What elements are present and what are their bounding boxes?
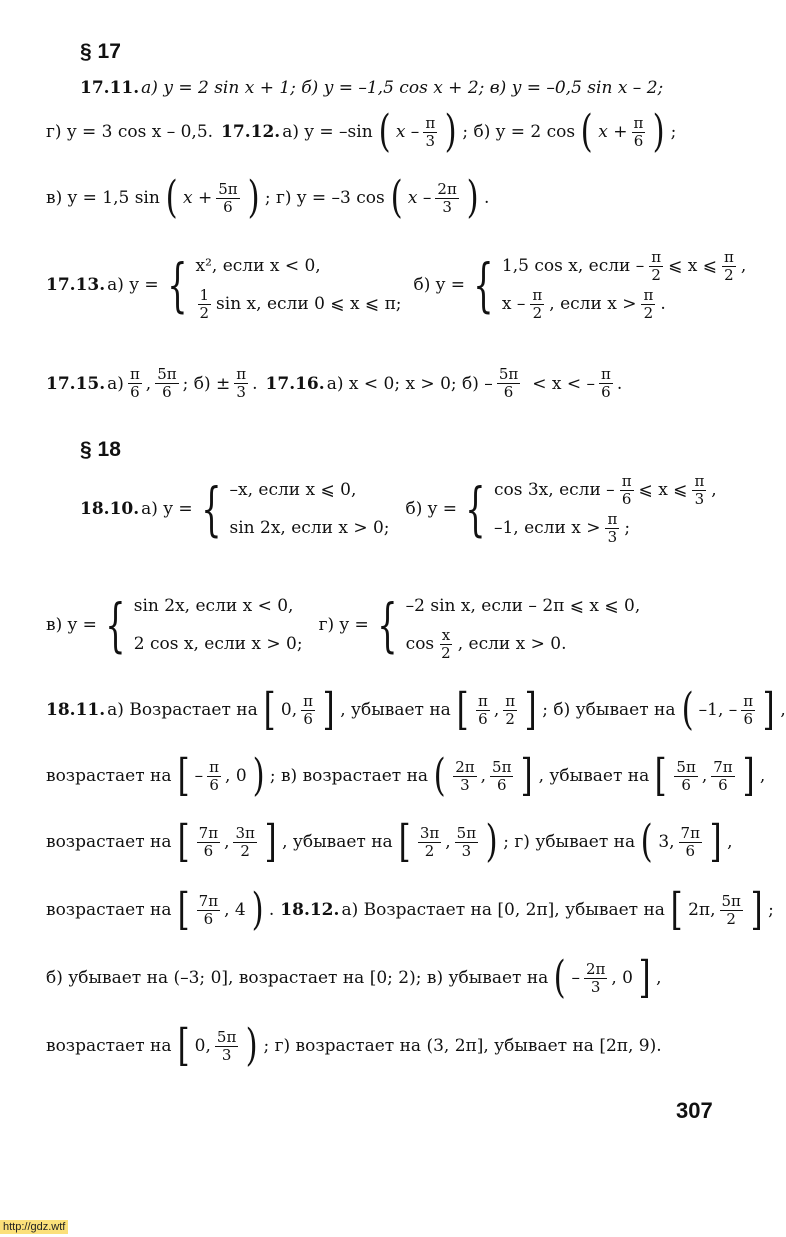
problem-number: 17.12. [221,122,281,142]
section-18-heading: § 18 [80,438,121,461]
punct: . [660,294,666,314]
answer-18-11-cont2 [46,816,733,867]
answer-text: , убывает на [538,766,650,786]
answer-text: г) y = 3 cos x – 0,5. [46,122,214,142]
paren: ) [444,106,457,157]
answer-text: б) y = [413,275,466,295]
punct: . [616,373,623,394]
punct: , [740,256,747,276]
answer-text: а) y = [107,275,159,295]
fraction: $\frac{\pi}{6}$ [209,757,220,794]
punct: , [493,700,500,720]
answer-18-11 [46,684,786,735]
brace: { [200,475,222,543]
bracket: ] [709,816,722,867]
answer-18-11-18-12 [46,884,774,935]
paren: ( [580,106,593,157]
fraction: $\frac{\pi}{3}$ [236,365,247,401]
answer-17-11 [80,78,663,98]
answer-text: ; б) убывает на [542,700,676,720]
answer-text: а) x < 0; x > 0; б) – [326,373,493,394]
piece-text: –x, если x ⩽ 0, [229,480,357,500]
fraction: $\frac{\pi}{2}$ [651,247,662,284]
piece-text: ⩽ x ⩽ [668,256,718,276]
punct: . [252,373,258,394]
fraction: $\frac{5\pi}{6}$ [498,365,519,401]
answer-text: , 4 [224,900,246,920]
bracket: [ [177,884,190,935]
fraction: $\frac{5\pi}{3}$ [216,1027,237,1064]
bracket: ] [638,952,651,1003]
fraction: $\frac{5\pi}{6}$ [676,757,696,794]
bracket: [ [398,816,411,867]
fraction: $\frac{7\pi}{6}$ [198,891,219,928]
punct: , [759,766,766,786]
answer-text: а) y = –sin [282,122,373,142]
answer-text: б) убывает на (–3; 0], возрастает на [0; 2); в) убывает на [46,968,549,988]
answer-text: < x < – [532,373,596,394]
paren: ( [640,816,653,867]
fraction: $\frac{5\pi}{6}$ [157,365,177,401]
piece-text: 2 cos x, если x > 0; [133,634,303,654]
answer-text: x – [395,122,420,142]
answer-18-10 [80,471,717,546]
bracket: [ [177,750,190,801]
fraction: $\frac{\pi}{3}$ [607,509,618,546]
problem-number: 17.11. [80,78,140,98]
answer-text: 0, [280,700,298,720]
punct: , [780,700,786,720]
answer-text: , 0 [225,766,247,786]
punct: ; [670,122,677,142]
answer-text: возрастает на [46,766,172,786]
fraction: $\frac{5\pi}{2}$ [721,891,741,928]
answer-text: а) y = [141,499,193,519]
piecewise-system [230,474,390,544]
bracket: [ [456,684,469,735]
fraction: $\frac{\pi}{2}$ [643,285,654,322]
answer-text: 2π, [688,900,716,920]
punct: , [711,480,717,500]
answer-17-12 [46,106,677,157]
fraction: $\frac{\pi}{2}$ [505,691,516,728]
answer-17-13 [46,247,747,322]
fraction: $\frac{5\pi}{6}$ [492,757,512,794]
answer-text: возрастает на [46,1036,172,1056]
answer-18-11-cont1 [46,750,766,801]
answer-text: ; г) убывает на [503,832,636,852]
problem-number: 17.16. [265,373,325,394]
bracket: ] [322,684,335,735]
fraction: $\frac{\pi}{6}$ [303,691,314,728]
fraction: $\frac{\pi}{3}$ [694,471,705,508]
answer-text: а) y = 2 sin x + 1; б) y = –1,5 cos x + 2; в) y = –0,5 sin x – 2; [141,78,664,98]
piece-text: x², если x < 0, [195,256,321,276]
piece-text: ⩽ x ⩽ [638,480,688,500]
answer-text: ; г) возрастает на (3, 2π], убывает на [2π, 9). [263,1036,662,1056]
answer-text: возрастает на [46,832,172,852]
bracket: [ [177,1020,190,1071]
bracket: [ [177,816,190,867]
piece-text: , если x > [549,294,637,314]
piece-text: , если x > 0. [457,634,567,654]
piecewise-system [196,250,402,320]
punct: , [445,832,451,852]
paren: ) [652,106,665,157]
answer-text: ; б) y = 2 cos [462,122,576,142]
problem-number: 18.12. [280,900,340,920]
brace: { [473,251,494,319]
fraction: $\frac{\pi}{3}$ [425,113,436,150]
bracket: ] [264,816,277,867]
piece-text: x – [501,294,526,314]
punct: ; [768,900,774,920]
answer-text: , 0 [611,968,633,988]
fraction: $\frac{5\pi}{3}$ [456,823,477,860]
punct: , [701,766,708,786]
paren: ( [390,172,403,223]
answer-18-12-cont1 [46,952,662,1003]
piece-text: –2 sin x, если – 2π ⩽ x ⩽ 0, [405,596,641,616]
fraction: $\frac{\pi}{6}$ [601,365,611,401]
punct: , [145,373,152,394]
paren: ) [245,1020,258,1071]
piecewise-system [501,247,747,322]
answer-text: возрастает на [46,900,172,920]
answer-text: – [194,766,204,786]
piece-text: 1,5 cos x, если – [501,256,645,276]
answer-text: – [571,968,580,988]
answer-18-12-cont2 [46,1020,662,1071]
piece-text: cos 3x, если – [493,480,615,500]
bracket: ] [762,684,775,735]
answer-text: б) y = [405,499,458,519]
paren: ) [252,750,265,801]
bracket: ] [521,750,534,801]
punct: . [268,900,275,920]
bracket: [ [654,750,667,801]
problem-number: 17.15. [46,373,106,394]
answer-17-15-17-16 [46,366,622,401]
fraction: $\frac{\pi}{6}$ [129,365,140,401]
answer-text: , убывает на [340,700,451,720]
page-number: 307 [676,1098,713,1123]
brace: { [166,251,188,319]
answer-text: , убывает на [282,832,393,852]
paren: ( [553,952,566,1003]
fraction: $\frac{7\pi}{6}$ [198,823,219,860]
fraction: $\frac{1}{2}$ [199,285,210,322]
punct: ; [624,518,631,538]
fraction: $\frac{7\pi}{6}$ [713,757,733,794]
piece-text: –1, если x > [493,518,601,538]
punct: . [484,188,490,208]
section-17-heading: § 17 [80,40,121,63]
fraction: $\frac{\pi}{2}$ [724,247,734,284]
answer-text: ; б) ± [182,373,231,394]
bracket: ] [742,750,755,801]
fraction: $\frac{7\pi}{6}$ [680,823,700,860]
bracket: ] [524,684,537,735]
answer-text: 3, [658,832,675,852]
fraction: $\frac{\pi}{6}$ [743,691,754,728]
punct: , [656,968,662,988]
punct: , [224,832,230,852]
answer-17-12-cont [46,172,490,223]
fraction: $\frac{2\pi}{3}$ [455,757,475,794]
bracket: [ [670,884,683,935]
answer-text: x – [407,188,432,208]
answer-text: г) y = [318,615,369,635]
piece-text: sin x, если 0 ⩽ x ⩽ π; [216,294,402,314]
fraction: $\frac{\pi}{6}$ [477,691,488,728]
bracket: [ [263,684,276,735]
bracket: ] [750,884,763,935]
brace: { [105,591,126,659]
piece-text: sin 2x, если x > 0; [229,518,390,538]
paren: ( [681,684,694,735]
fraction: $\frac{5\pi}{6}$ [218,179,238,216]
punct: , [480,766,487,786]
punct: , [727,832,733,852]
paren: ( [433,750,446,801]
answer-text: в) y = 1,5 sin [46,188,160,208]
piece-text: cos [405,634,435,654]
answer-text: 0, [194,1036,211,1056]
fraction: $\frac{\pi}{6}$ [621,471,632,508]
answer-text: –1, – [698,700,738,720]
fraction: $\frac{3\pi}{2}$ [235,823,255,860]
watermark-link[interactable]: http://gdz.wtf [0,1220,68,1234]
answer-text: а) [107,373,124,394]
answer-text: x + [182,188,213,208]
brace: { [377,591,398,659]
paren: ( [378,106,391,157]
problem-number: 18.11. [46,700,106,720]
paren: ) [466,172,479,223]
fraction: $\frac{x}{2}$ [441,625,451,662]
paren: ( [165,172,178,223]
answer-text: ; г) y = –3 cos [264,188,385,208]
answer-text: в) y = [46,615,97,635]
fraction: $\frac{2\pi}{3}$ [585,959,606,996]
piecewise-system [406,590,641,660]
piece-text: sin 2x, если x < 0, [133,596,294,616]
brace: { [465,475,486,543]
paren: ) [485,816,498,867]
answer-18-10-cont [46,590,640,660]
answer-text: а) Возрастает на [0, 2π], убывает на [341,900,665,920]
fraction: $\frac{2\pi}{3}$ [437,179,457,216]
piecewise-system [493,471,717,546]
paren: ) [251,884,264,935]
answer-text: а) Возрастает на [107,700,258,720]
fraction: $\frac{3\pi}{2}$ [419,823,440,860]
piecewise-system [134,590,303,660]
fraction: $\frac{\pi}{2}$ [532,285,543,322]
fraction: $\frac{\pi}{6}$ [633,113,644,150]
problem-number: 18.10. [80,499,140,519]
answer-text: ; в) возрастает на [269,766,429,786]
answer-text: x + [598,122,628,142]
problem-number: 17.13. [46,275,106,295]
paren: ) [247,172,260,223]
